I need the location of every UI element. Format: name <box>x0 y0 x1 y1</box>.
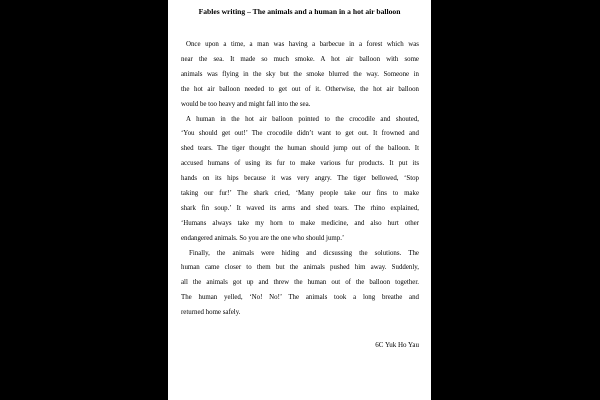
paragraph-line: human came closer to them but the animals pushed him away. Suddenly, <box>181 264 419 272</box>
paragraph-1 <box>181 38 419 113</box>
author-signature: 6C Yuk Ho Yau <box>375 341 419 349</box>
paragraph-line: endangered animals. So you are the one who should jump.’ <box>181 234 345 242</box>
document-page <box>168 0 431 400</box>
paragraph-2 <box>181 113 419 247</box>
paragraph-line: Finally, the animals were hiding and dicsussing the solutions. The <box>189 249 419 257</box>
paragraph-line: shark fin soup.’ It waved its arms and shed tears. The rhino explained, <box>181 204 419 212</box>
paragraph-line: Once upon a time, a man was having a barbecue in a forest which was <box>186 41 419 48</box>
document-body <box>181 38 419 321</box>
paragraph-line: ‘Humans always take my horn to make medicine, and also hurt other <box>181 219 419 227</box>
paragraph-line: near the sea. It made so much smoke. A hot air balloon with some <box>181 55 419 63</box>
paragraph-line: A human in the hot air balloon pointed to the crocodile and shouted, <box>186 115 419 123</box>
paragraph-line: animals was flying in the sky but the smoke blurred the way. Someone in <box>181 70 419 78</box>
paragraph-line: returned home safely. <box>181 309 241 317</box>
paragraph-line: shed tears. The tiger thought the human should jump out of the balloon. It <box>181 145 419 153</box>
paragraph-line: would be too heavy and might fall into the sea. <box>181 100 311 108</box>
paragraph-line: accused humans of using its fur to make various fur products. It put its <box>181 160 419 168</box>
paragraph-3 <box>181 247 419 322</box>
paragraph-line: taking our fur!’ The shark cried, ‘Many people take our fins to make <box>181 190 419 198</box>
document-title: Fables writing – The animals and a human in a hot air balloon <box>198 7 401 16</box>
paragraph-line: hands on its hips because it was very angry. The tiger bellowed, ‘Stop <box>181 175 419 183</box>
paragraph-line: all the animals got up and threw the human out of the balloon together. <box>181 279 419 287</box>
paragraph-line: ‘You should get out!’ The crocodile didn’t want to get out. It frowned and <box>181 130 419 138</box>
paragraph-line: the hot air balloon needed to get out of it. Otherwise, the hot air balloon <box>181 85 419 93</box>
paragraph-line: The human yelled, ‘No! No!’ The animals took a long breathe and <box>181 294 419 302</box>
